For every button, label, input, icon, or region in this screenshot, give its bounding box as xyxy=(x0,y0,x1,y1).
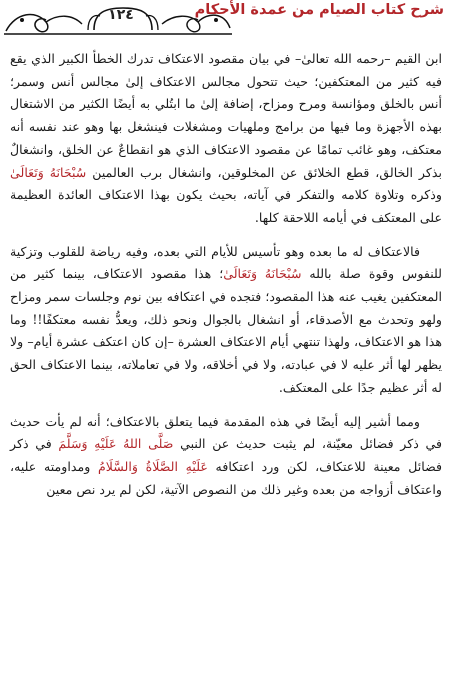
honorific-phrase: سُبْحَانَهُ وَتَعَالَىٰ xyxy=(223,266,302,282)
page-body xyxy=(10,48,442,512)
honorific-phrase: سُبْحَانَهُ وَتَعَالَىٰ xyxy=(10,164,87,180)
page-number: ١٢٤ xyxy=(108,7,134,23)
paragraph-text: فالاعتكاف له ما بعده وهو تأسيس للأيام التي بعده، وفيه رياضة للقلوب وتزكية للنفوس وقوة صلة بالله xyxy=(10,243,442,282)
book-title: شرح كتاب الصيام من عمدة الأحكام xyxy=(194,2,444,18)
paragraph-text: وذكره وتلاوة كلامه والتفكر في آياته، بحيث يكون بهذا الاعتكاف العائدة العظيمة على المعتكف في أيامه اللاحقة كلها. xyxy=(10,187,442,225)
honorific-phrase: عَلَيْهِ الصَّلَاةُ وَالسَّلَامُ xyxy=(97,458,208,474)
paragraph-3 xyxy=(10,411,442,502)
paragraph-2 xyxy=(10,241,442,400)
page-header xyxy=(0,0,452,40)
paragraph-text: ابن القيم –رحمه الله تعالىٰ– في بيان مقصود الاعتكاف تدرك الخطأ الكبير الذي يقع فيه كثير من المعتكفين؛ حيث تتحول مجالس الاعتكاف إلىٰ مجالس أنس وسمر؛ أنس بالخلق ومؤانسة ومرح ومزاح، إضافة إلىٰ ما ابتُلي به أيضًا الكثير من الاشتغال بهذه الأجهزة وما فيها من برامج وملهيات ومشغلات فينشغل بها وهو عند نفسه أنه معتكف، وهو غائب تمامًا عن مقصود الاعتكاف الذي هو انقطاعٌ عن الخلق، وانشغالٌ بذكر الخالق، قطع الخلائق عن المخلوقين، وانشغال برب العالمين xyxy=(10,51,442,180)
paragraph-text: ومداومته عليه، واعتكاف أزواجه من بعده وغير ذلك من النصوص الآتية، لكن لم يرد نص معين xyxy=(10,458,442,497)
honorific-phrase: صَلَّى اللهُ عَلَيْهِ وَسَلَّمَ xyxy=(58,436,174,452)
paragraph-1 xyxy=(10,48,442,230)
paragraph-text: ومما أشير إليه أيضًا في هذه المقدمة فيما يتعلق بالاعتكاف؛ أنه لم يأت حديث في ذكر فضائل معيّنة، لم يثبت حديث عن النبي xyxy=(10,413,443,452)
paragraph-text: ؛ هذا مقصود الاعتكاف، بينما كثير من المعتكفين يغيب عنه هذا المقصود؛ فتجده في اعتكافه بين نوم وجلسات سمر ومزاح ولهو وتحدث مع الأصدقاء، أو انشغال بالجوال ونحو ذلك، ويعدُّ نفسه معتكفًا!! وما هذا هو الاعتكاف، ولهذا تنتهي أيام الاعتكاف العشرة –إن كان اعتكف عشرة أيام– ولا يظهر لها أثر عليه لا في عبادته، ولا في أخلاقه، ولا في تعاملاته، بينما الاعتكاف الحق له أثر عظيم جدًا على المعتكف. xyxy=(10,266,442,395)
paragraph-text: في ذكر فضائل معينة للاعتكاف، لكن ورد اعتكافه xyxy=(10,436,443,474)
